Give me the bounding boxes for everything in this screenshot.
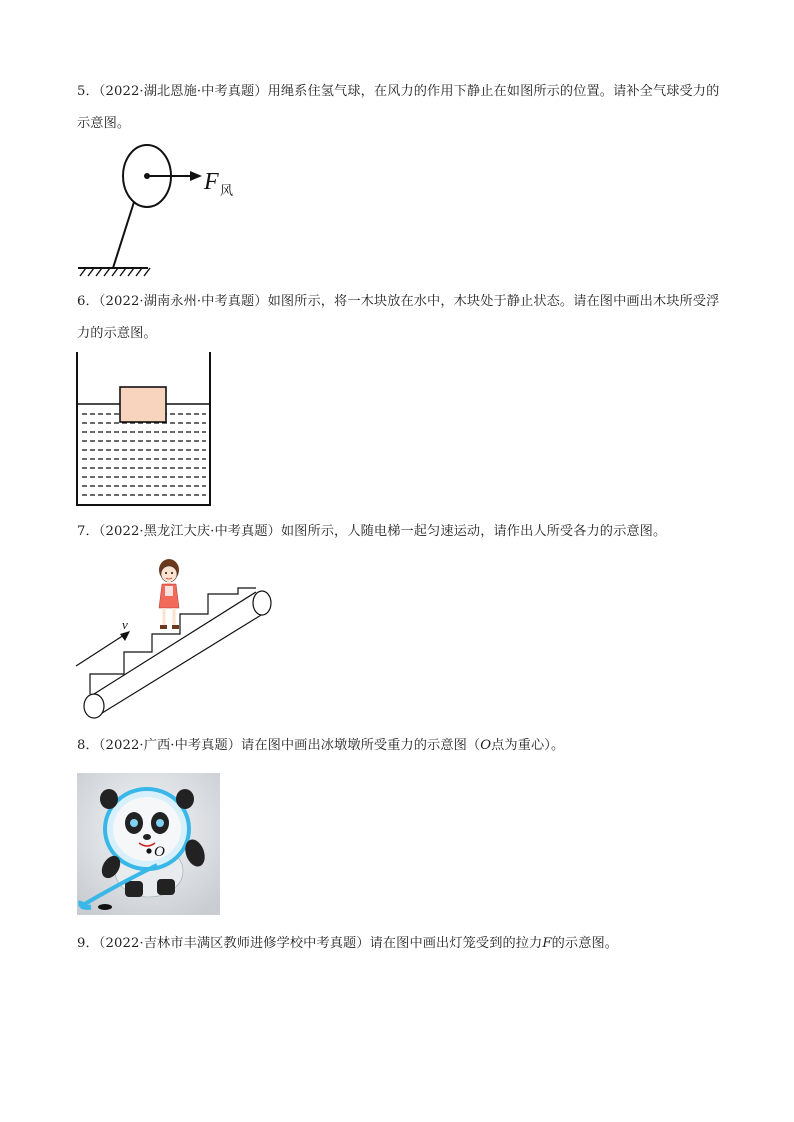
force-symbol: F [542, 936, 552, 951]
question-number: 8． [77, 738, 99, 753]
escalator-top-end [253, 591, 271, 615]
question-text-after: 点为重心）。 [491, 738, 565, 753]
wood-block [120, 387, 166, 422]
question-text-after: 的示意图。 [551, 936, 619, 951]
mascot-figure [77, 773, 220, 915]
water-container-figure [74, 350, 216, 510]
question-number: 6． [77, 294, 99, 309]
question-8 [77, 730, 722, 762]
question-9 [77, 928, 722, 960]
question-source: （2022·湖南永州·中考真题） [98, 294, 268, 309]
rope [113, 202, 134, 268]
question-text-before: 请在图中画出灯笼受到的拉力 [369, 936, 543, 951]
force-label: F [204, 169, 219, 195]
question-7 [77, 516, 722, 548]
center-of-gravity-label: O [154, 844, 165, 860]
balloon-figure [74, 140, 274, 280]
escalator-bottom-end [84, 694, 104, 718]
center-point-symbol: O [480, 738, 492, 753]
question-5 [77, 76, 722, 140]
question-text: 如图所示，将一木块放在水中，木块处于静止状态。请在图中画出木块所受浮力的示意图。 [77, 294, 720, 341]
escalator-figure [72, 548, 277, 723]
question-source: （2022·湖北恩施·中考真题） [98, 84, 268, 99]
container [77, 352, 210, 505]
ground-hatching [80, 268, 150, 276]
question-source: （2022·广西·中考真题） [98, 738, 242, 753]
question-text: 如图所示，人随电梯一起匀速运动，请作出人所受各力的示意图。 [280, 524, 667, 539]
question-source: （2022·黑龙江大庆·中考真题） [98, 524, 281, 539]
question-number: 9． [77, 936, 99, 951]
water-dashes [82, 414, 206, 495]
question-number: 5． [77, 84, 99, 99]
question-source: （2022·吉林市丰满区教师进修学校中考真题） [98, 936, 370, 951]
arrow-head [120, 631, 130, 641]
girl-figure [159, 559, 179, 629]
question-text: 用绳系住氢气球，在风力的作用下静止在如图所示的位置。请补全气球受力的示意图。 [77, 84, 720, 131]
velocity-arrow [76, 635, 124, 666]
question-6 [77, 286, 722, 350]
arrow-head [190, 171, 202, 181]
force-subscript: 风 [220, 184, 234, 199]
question-text-before: 请在图中画出冰墩墩所受重力的示意图（ [241, 738, 481, 753]
center-of-gravity-dot [146, 848, 151, 853]
velocity-label: v [122, 617, 128, 632]
question-number: 7． [77, 524, 99, 539]
